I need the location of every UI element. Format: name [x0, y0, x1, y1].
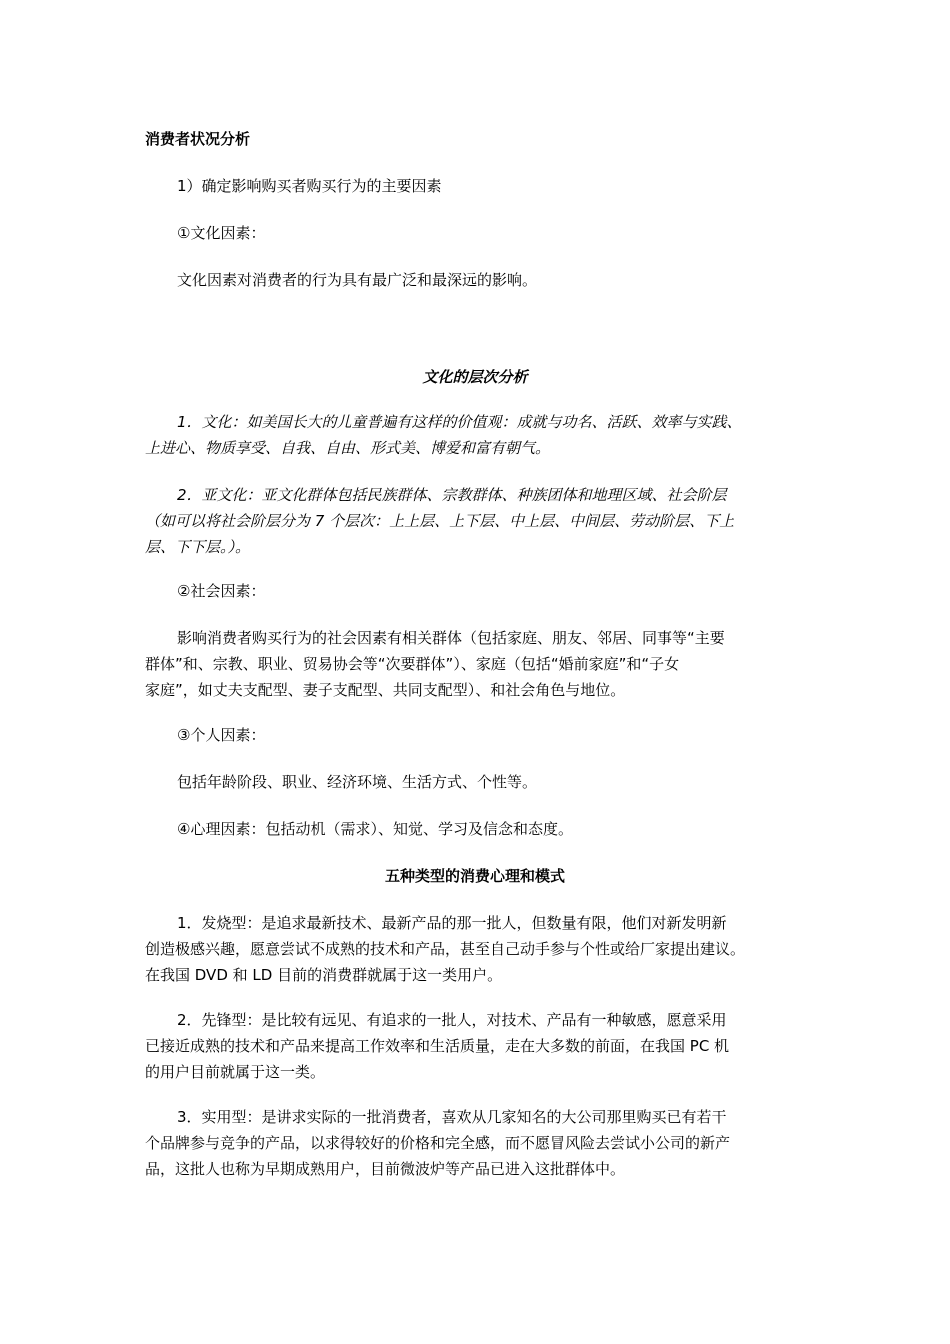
level-2-line-2: （如可以将社会阶层分为 7 个层次：上上层、上下层、中上层、中间层、劳动阶层、下上 — [145, 512, 735, 530]
culture-text: 文化因素对消费者的行为具有最广泛和最深远的影响。 — [177, 271, 538, 289]
type-2-paragraph — [145, 1007, 729, 1085]
type-2-line-3: 的用户目前就属于这一类。 — [145, 1063, 326, 1081]
type-3-line-2: 个品牌参与竞争的产品，以求得较好的价格和完全感，而不愿冒风险去尝试小公司的新产 — [145, 1134, 731, 1152]
social-label: ②社会因素： — [177, 582, 266, 600]
type-1-paragraph — [145, 910, 745, 988]
level-1-line-2: 上进心、物质享受、自我、自由、形式美、博爱和富有朝气。 — [145, 439, 551, 457]
levels-heading: 文化的层次分析 — [422, 368, 528, 386]
doc-title: 消费者状况分析 — [145, 130, 251, 148]
type-1-line-3: 在我国 DVD 和 LD 目前的消费群就属于这一类用户。 — [145, 966, 503, 984]
social-line-2: 群体”和、宗教、职业、贸易协会等“次要群体”）、家庭（包括“婚前家庭”和“子女 — [145, 655, 680, 673]
level-2-line-1: 2．亚文化：亚文化群体包括民族群体、宗教群体、种族团体和地理区域、社会阶层 — [177, 486, 727, 504]
level-1-paragraph — [145, 409, 742, 461]
social-line-1: 影响消费者购买行为的社会因素有相关群体（包括家庭、朋友、邻居、同事等“主要 — [177, 629, 725, 647]
type-1-line-1: 1．发烧型：是追求最新技术、最新产品的那一批人，但数量有限，他们对新发明新 — [177, 914, 727, 932]
section1-heading: 1）确定影响购买者购买行为的主要因素 — [177, 177, 442, 195]
type-3-paragraph — [145, 1104, 730, 1182]
social-line-3: 家庭”，如丈夫支配型、妻子支配型、共同支配型）、和社会角色与地位。 — [145, 681, 626, 699]
culture-label: ①文化因素： — [177, 224, 266, 242]
type-2-line-2: 已接近成熟的技术和产品来提高工作效率和生活质量，走在大多数的前面，在我国 PC 机 — [145, 1037, 730, 1055]
personal-text: 包括年龄阶段、职业、经济环境、生活方式、个性等。 — [177, 773, 538, 791]
level-2-line-3: 层、下下层。）。 — [145, 538, 251, 556]
type-2-line-1: 2．先锋型：是比较有远见、有追求的一批人，对技术、产品有一种敏感，愿意采用 — [177, 1011, 727, 1029]
level-2-paragraph — [145, 482, 734, 560]
type-3-line-1: 3．实用型：是讲求实际的一批消费者，喜欢从几家知名的大公司那里购买已有若干 — [177, 1108, 727, 1126]
psych-text: ④心理因素：包括动机（需求）、知觉、学习及信念和态度。 — [177, 820, 573, 838]
type-1-line-2: 创造极感兴趣，愿意尝试不成熟的技术和产品，甚至自己动手参与个性或给厂家提出建议。 — [145, 940, 746, 958]
personal-label: ③个人因素： — [177, 726, 266, 744]
social-paragraph — [145, 625, 725, 703]
five-types-heading: 五种类型的消费心理和模式 — [384, 867, 565, 885]
level-1-line-1: 1．文化：如美国长大的儿童普遍有这样的价值观：成就与功名、活跃、效率与实践、 — [177, 413, 742, 431]
type-3-line-3: 品，这批人也称为早期成熟用户，目前微波炉等产品已进入这批群体中。 — [145, 1160, 626, 1178]
